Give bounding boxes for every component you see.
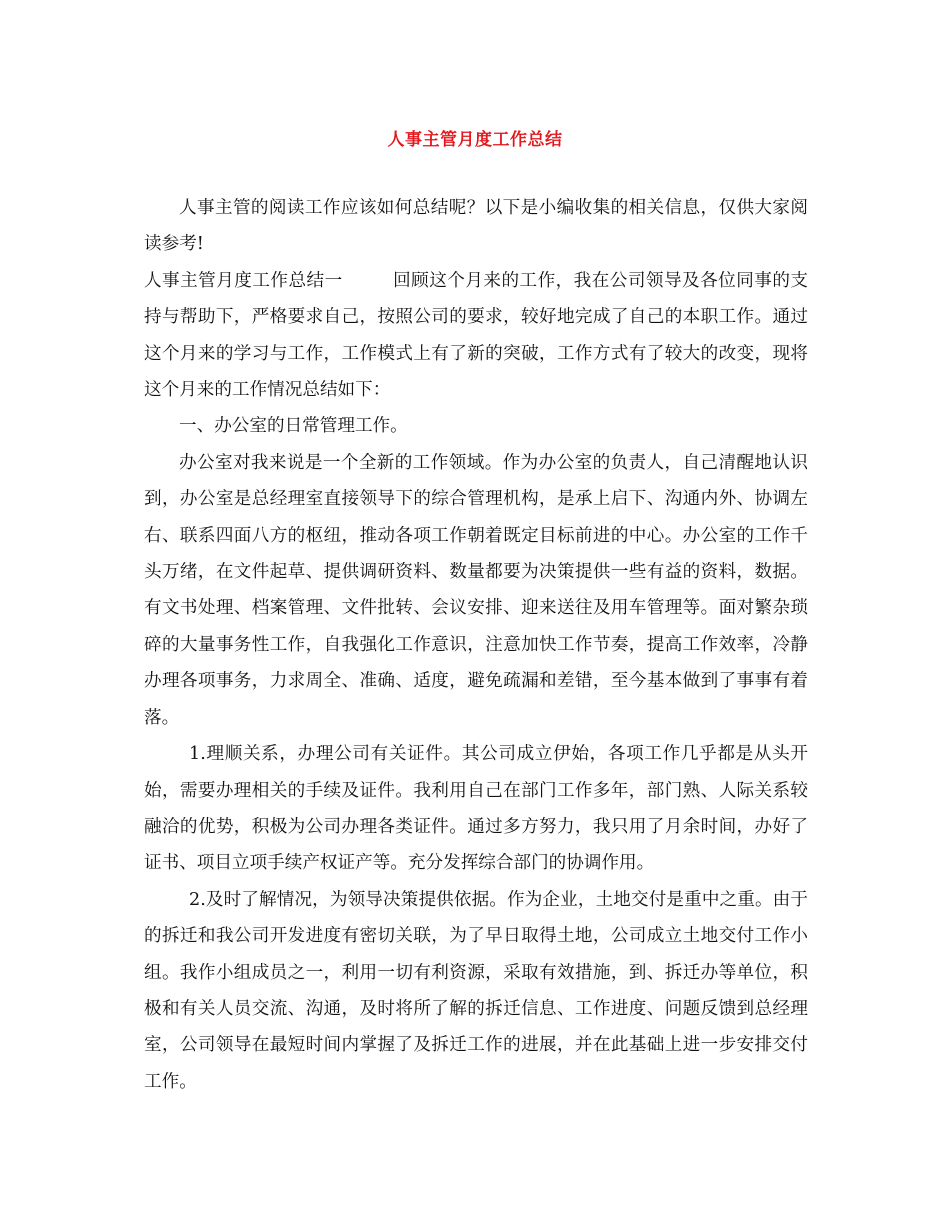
section-text: 回顾这个月来的工作，我在公司领导及各位同事的支持与帮助下，严格要求自己，按照公司的要求，较好地完成了自己的本职工作。通过这个月来的学习与工作，工作模式上有了新的突破，工作方式有了较大的改变，现将这个月来的工作情况总结如下： bbox=[144, 270, 808, 401]
intro-paragraph: 人事主管的阅读工作应该如何总结呢？以下是小编收集的相关信息，仅供大家阅读参考! bbox=[144, 198, 808, 255]
document-title: 人事主管月度工作总结 bbox=[387, 130, 563, 150]
item-one-paragraph: 1.理顺关系，办理公司有关证件。其公司成立伊始，各项工作几乎都是从头开始，需要办理相关的手续及证件。我利用自己在部门工作多年，部门熟、人际关系较融洽的优势，积极为公司办理各类证件。通过多方努力，我只用了月余时间，办好了证书、项目立项手续产权证产等。充分发挥综合部门的协调作用。 bbox=[144, 744, 808, 874]
point-one-heading: 一、办公室的日常管理工作。 bbox=[179, 416, 408, 437]
section-heading: 人事主管月度工作总结一 bbox=[144, 270, 343, 291]
office-paragraph: 办公室对我来说是一个全新的工作领域。作为办公室的负责人，自己清醒地认识到，办公室是总经理室直接领导下的综合管理机构，是承上启下、沟通内外、协调左右、联系四面八方的枢纽，推动各项工作朝着既定目标前进的中心。办公室的工作千头万绪，在文件起草、提供调研资料、数量都要为决策提供一些有益的资料，数据。有文书处理、档案管理、文件批转、会议安排、迎来送往及用车管理等。面对繁杂琐碎的大量事务性工作，自我强化工作意识，注意加快工作节奏，提高工作效率，冷静办理各项事务，力求周全、准确、适度，避免疏漏和差错，至今基本做到了事事有着落。 bbox=[144, 452, 808, 728]
item-two-paragraph: 2.及时了解情况，为领导决策提供依据。作为企业，土地交付是重中之重。由于的拆迁和我公司开发进度有密切关联，为了早日取得土地，公司成立土地交付工作小组。我作小组成员之一，利用一切有利资源，采取有效措施，到、拆迁办等单位，积极和有关人员交流、沟通，及时将所了解的拆迁信息、工作进度、问题反馈到总经理室，公司领导在最短时间内掌握了及拆迁工作的进展，并在此基础上进一步安排交付工作。 bbox=[144, 889, 808, 1092]
document-body bbox=[144, 190, 808, 1100]
section-paragraph bbox=[144, 263, 808, 409]
